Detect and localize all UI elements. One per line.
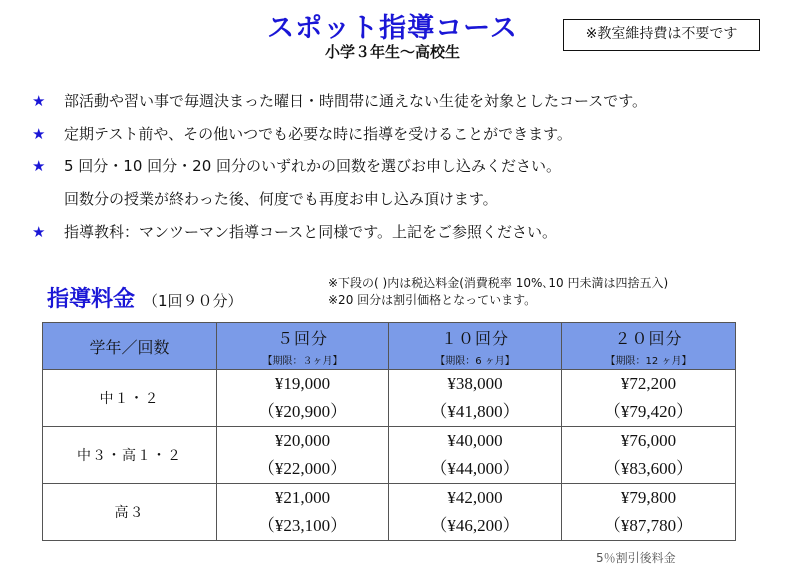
price: ¥21,000 bbox=[274, 488, 331, 507]
bullet-text: 回数分の授業が終わった後、何度でも再度お申し込み頂けます。 bbox=[64, 190, 498, 208]
price-taxed: （¥41,800） bbox=[430, 402, 520, 421]
grade-column-header: 学年／回数 bbox=[43, 323, 217, 370]
price-taxed: （¥87,780） bbox=[603, 516, 694, 535]
price: ¥79,800 bbox=[620, 488, 677, 507]
price-cell bbox=[389, 427, 562, 484]
bullet-text: 5 回分・10 回分・20 回分のいずれかの回数を選びお申し込みください。 bbox=[64, 157, 562, 175]
column-label: ２０回分 bbox=[614, 328, 683, 348]
grade-cell: 高３ bbox=[43, 484, 217, 541]
bullet-item bbox=[32, 123, 572, 144]
page-title: スポット指導コース bbox=[267, 13, 518, 44]
fee-note: ※20 回分は割引価格となっています。 bbox=[328, 293, 537, 307]
price: ¥76,000 bbox=[620, 431, 677, 450]
table-header-row bbox=[43, 323, 736, 370]
column-header-10 bbox=[389, 323, 562, 370]
price-taxed: （¥83,600） bbox=[603, 459, 694, 478]
price-cell bbox=[389, 370, 562, 427]
price: ¥42,000 bbox=[447, 488, 503, 507]
column-period: 【期限：6 ヶ月】 bbox=[435, 355, 515, 367]
table-row bbox=[43, 427, 736, 484]
star-icon: ★ bbox=[32, 91, 46, 110]
star-icon: ★ bbox=[32, 156, 46, 175]
column-label: ５回分 bbox=[276, 328, 328, 348]
grade-cell: 中３・高１・２ bbox=[43, 427, 217, 484]
price-cell bbox=[217, 427, 389, 484]
price-taxed: （¥20,900） bbox=[257, 402, 348, 421]
table-row bbox=[43, 370, 736, 427]
star-icon: ★ bbox=[32, 124, 46, 143]
price-taxed: （¥44,000） bbox=[430, 459, 520, 478]
column-period: 【期限：12 ヶ月】 bbox=[605, 355, 692, 367]
bullet-item bbox=[32, 90, 647, 111]
bullet-item bbox=[32, 155, 561, 176]
price: ¥40,000 bbox=[447, 431, 503, 450]
bullet-item bbox=[32, 188, 498, 209]
column-header-20 bbox=[562, 323, 736, 370]
table-row bbox=[43, 484, 736, 541]
fee-title: 指導料金 bbox=[47, 287, 136, 312]
price-cell bbox=[217, 370, 389, 427]
bullet-text: 指導教科：マンツーマン指導コースと同様です。上記をご参照ください。 bbox=[64, 223, 558, 241]
price-cell bbox=[389, 484, 562, 541]
bullet-item bbox=[32, 221, 557, 242]
price: ¥19,000 bbox=[274, 374, 331, 393]
price-cell bbox=[562, 484, 736, 541]
fee-notes bbox=[328, 275, 668, 309]
fee-table bbox=[42, 322, 736, 541]
price-cell bbox=[217, 484, 389, 541]
bullet-text: 部活動や習い事で毎週決まった曜日・時間帯に通えない生徒を対象としたコースです。 bbox=[64, 92, 648, 110]
price: ¥72,200 bbox=[620, 374, 677, 393]
discount-footnote: 5％割引後料金 bbox=[596, 551, 676, 565]
column-label: １０回分 bbox=[440, 328, 509, 348]
price-taxed: （¥46,200） bbox=[430, 516, 520, 535]
price-taxed: （¥79,420） bbox=[603, 402, 694, 421]
star-icon: ★ bbox=[32, 222, 46, 241]
fee-note: ※下段の( )内は税込料金(消費税率 10%､10 円未満は四捨五入) bbox=[328, 276, 669, 290]
price-cell bbox=[562, 370, 736, 427]
column-header-5 bbox=[217, 323, 389, 370]
price-taxed: （¥23,100） bbox=[257, 516, 348, 535]
fee-subtitle: （1回９０分） bbox=[143, 292, 243, 310]
fee-heading bbox=[47, 282, 243, 313]
price: ¥20,000 bbox=[274, 431, 331, 450]
page-subtitle: 小学３年生～高校生 bbox=[324, 43, 460, 61]
notice-box: ※教室維持費は不要です bbox=[563, 19, 760, 51]
column-period: 【期限：３ヶ月】 bbox=[262, 355, 343, 367]
price-cell bbox=[562, 427, 736, 484]
bullet-text: 定期テスト前や、その他いつでも必要な時に指導を受けることができます。 bbox=[64, 125, 572, 143]
grade-cell: 中１・２ bbox=[43, 370, 217, 427]
price-taxed: （¥22,000） bbox=[257, 459, 348, 478]
price: ¥38,000 bbox=[447, 374, 503, 393]
